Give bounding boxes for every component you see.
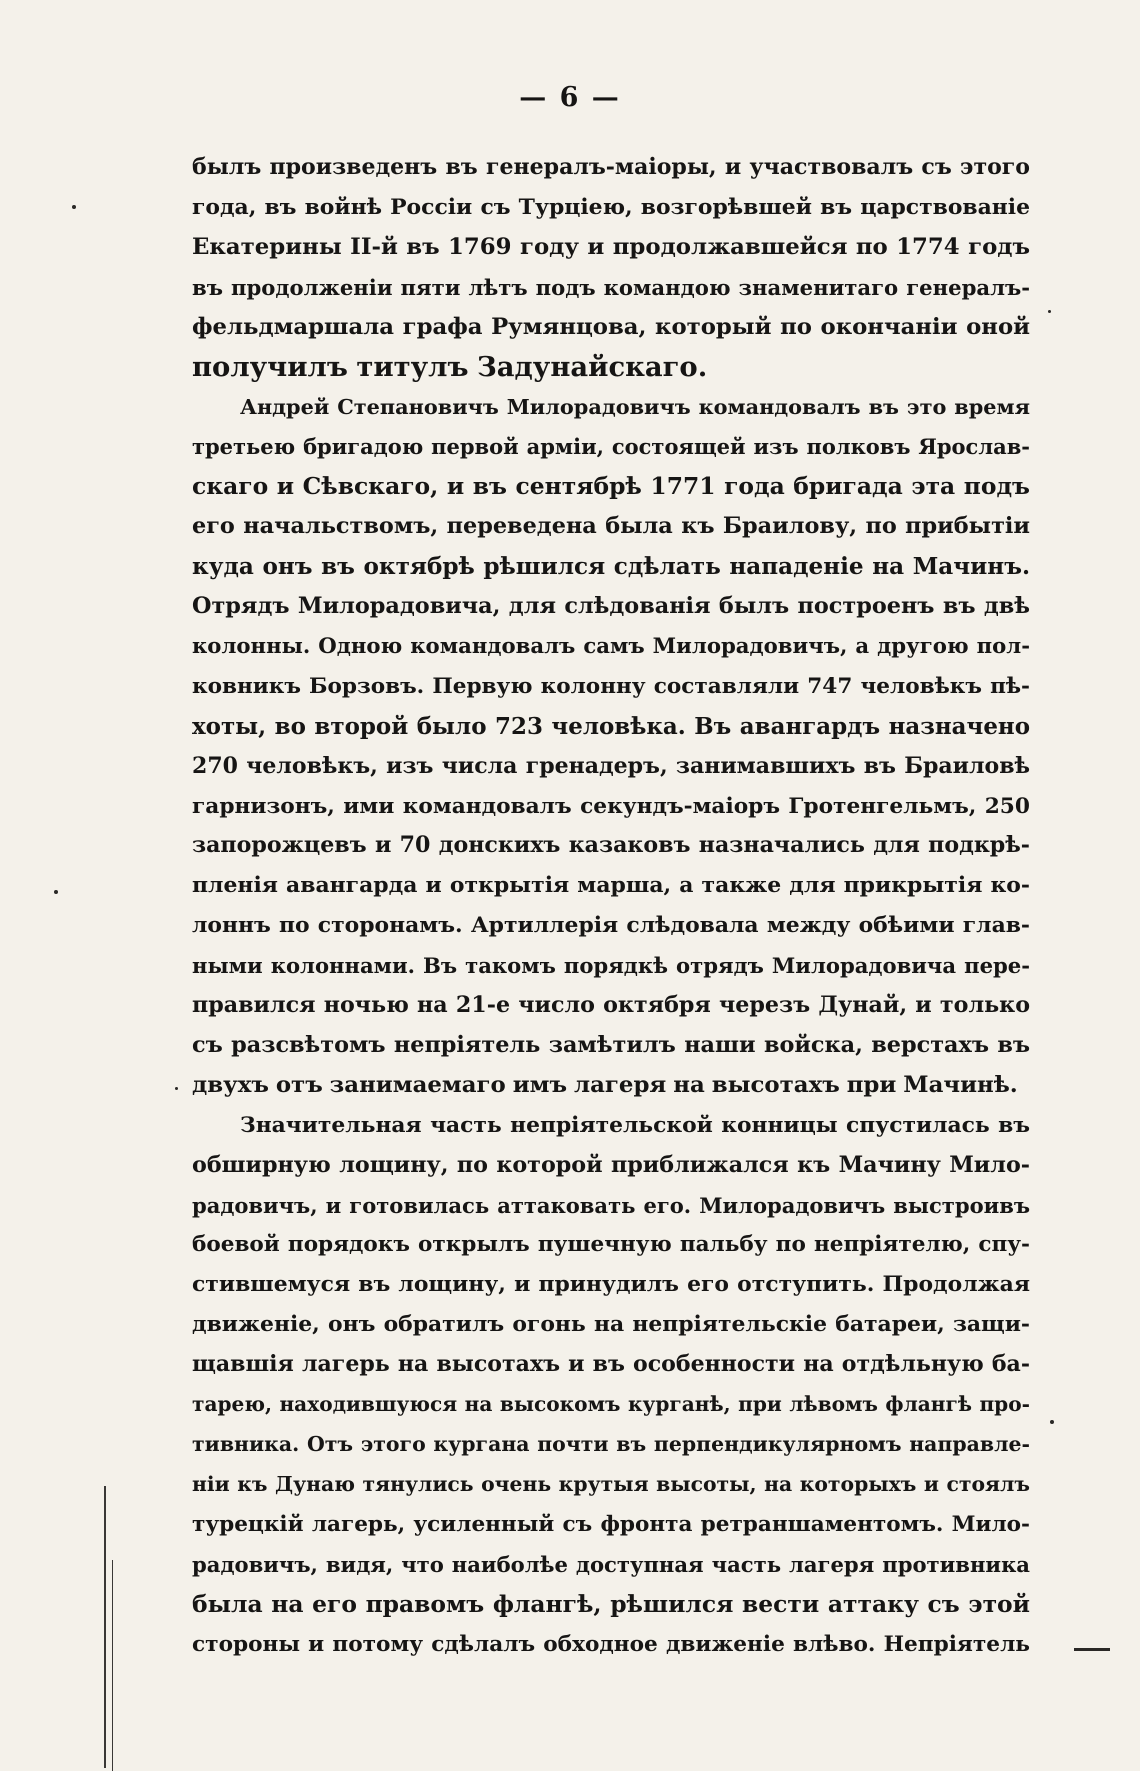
- text-line: Андрей Степановичъ Милорадовичъ командовалъ въ это время: [240, 394, 1030, 420]
- text-line: въ продолженіи пяти лѣтъ подъ командою знаменитаго генералъ-: [192, 274, 1030, 300]
- text-line: хоты, во второй было 723 человѣка. Въ авангардъ назначено: [192, 712, 1030, 740]
- text-line: съ разсвѣтомъ непріятель замѣтилъ наши войска, верстахъ въ: [192, 1031, 1030, 1058]
- paragraph-3: [192, 1106, 1030, 1665]
- text-line: турецкій лагерь, усиленный съ фронта ретраншаментомъ. Мило-: [192, 1511, 1030, 1537]
- text-line: его начальствомъ, переведена была къ Браилову, по прибытіи: [192, 513, 1030, 540]
- text-line: ными колоннами. Въ такомъ порядкѣ отрядъ Милорадовича пере-: [192, 953, 1030, 979]
- page-number: — 6 —: [519, 82, 621, 113]
- text-line: щавшія лагерь на высотахъ и въ особенности на отдѣльную ба-: [192, 1351, 1030, 1378]
- text-line: боевой порядокъ открылъ пушечную пальбу по непріятелю, спу-: [192, 1232, 1030, 1258]
- ink-speck: [72, 205, 76, 209]
- text-line: двухъ отъ занимаемаго имъ лагеря на высотахъ при Мачинѣ.: [192, 1071, 1018, 1098]
- text-line: тивника. Отъ этого кургана почти въ перпендикулярномъ направле-: [192, 1432, 1030, 1456]
- body-text: [192, 148, 1030, 1664]
- text-line: радовичъ, видя, что наиболѣе доступная часть лагеря противника: [192, 1551, 1030, 1577]
- ink-speck: [1048, 310, 1051, 313]
- text-line: года, въ войнѣ Россіи съ Турціею, возгорѣвшей въ царствованіе: [192, 193, 1030, 220]
- text-line: ковникъ Борзовъ. Первую колонну составляли 747 человѣкъ пѣ-: [192, 673, 1030, 699]
- text-line: правился ночью на 21-е число октября черезъ Дунай, и только: [192, 992, 1030, 1019]
- text-line: запорожцевъ и 70 донскихъ казаковъ назначались для подкрѣ-: [192, 832, 1030, 859]
- text-line: была на его правомъ флангѣ, рѣшился вести аттаку съ этой: [192, 1589, 1030, 1618]
- text-line: обширную лощину, по которой приближался къ Мачину Мило-: [192, 1151, 1030, 1178]
- text-line: лоннъ по сторонамъ. Артиллерія слѣдовала между обѣими глав-: [192, 912, 1030, 939]
- text-line: стороны и потому сдѣлалъ обходное движеніе влѣво. Непріятель: [192, 1631, 1030, 1657]
- paragraph-2: [192, 387, 1030, 1105]
- text-line: ніи къ Дунаю тянулись очень крутыя высоты, на которыхъ и стоялъ: [192, 1471, 1030, 1496]
- text-line: Екатерины II-й въ 1769 году и продолжавшейся по 1774 годъ: [192, 233, 1030, 260]
- text-line: скаго и Сѣвскаго, и въ сентябрѣ 1771 года бригада эта подъ: [192, 472, 1030, 501]
- margin-rule: [112, 1560, 113, 1771]
- text-line: 270 человѣкъ, изъ числа гренадеръ, занимавшихъ въ Браиловѣ: [192, 752, 1030, 779]
- paragraph-1: [192, 148, 1030, 387]
- text-line: радовичъ, и готовилась аттаковать его. Милорадовичъ выстроивъ: [192, 1192, 1030, 1218]
- text-line: третьею бригадою первой арміи, состоящей изъ полковъ Ярослав-: [192, 434, 1030, 460]
- text-line: былъ произведенъ въ генералъ-маіоры, и участвовалъ съ этого: [192, 154, 1030, 180]
- text-line: фельдмаршала графа Румянцова, который по окончаніи оной: [192, 313, 1030, 340]
- text-line: колонны. Одною командовалъ самъ Милорадовичъ, а другою пол-: [192, 633, 1030, 659]
- ink-speck: [1050, 1420, 1054, 1424]
- text-line: куда онъ въ октябрѣ рѣшился сдѣлать нападеніе на Мачинъ.: [192, 553, 1030, 581]
- text-line: получилъ титулъ Задунайскаго.: [192, 350, 708, 383]
- text-line: Значительная часть непріятельской конницы спустилась въ: [240, 1112, 1030, 1138]
- text-line: стившемуся въ лощину, и принудилъ его отступить. Продолжая: [192, 1271, 1030, 1298]
- margin-rule: [104, 1486, 106, 1768]
- text-line: Отрядъ Милорадовича, для слѣдованія былъ построенъ въ двѣ: [192, 592, 1030, 619]
- text-line: гарнизонъ, ими командовалъ секундъ-маіоръ Гротенгельмъ, 250: [192, 793, 1030, 819]
- text-line: пленія авангарда и открытія марша, а также для прикрытія ко-: [192, 872, 1030, 899]
- ink-speck: [54, 890, 58, 894]
- text-line: движеніе, онъ обратилъ огонь на непріятельскіе батареи, защи-: [192, 1311, 1030, 1338]
- margin-dash-mark: [1074, 1648, 1110, 1651]
- text-line: тарею, находившуюся на высокомъ курганѣ, при лѣвомъ флангѣ про-: [192, 1392, 1030, 1417]
- ink-speck: [175, 1087, 178, 1090]
